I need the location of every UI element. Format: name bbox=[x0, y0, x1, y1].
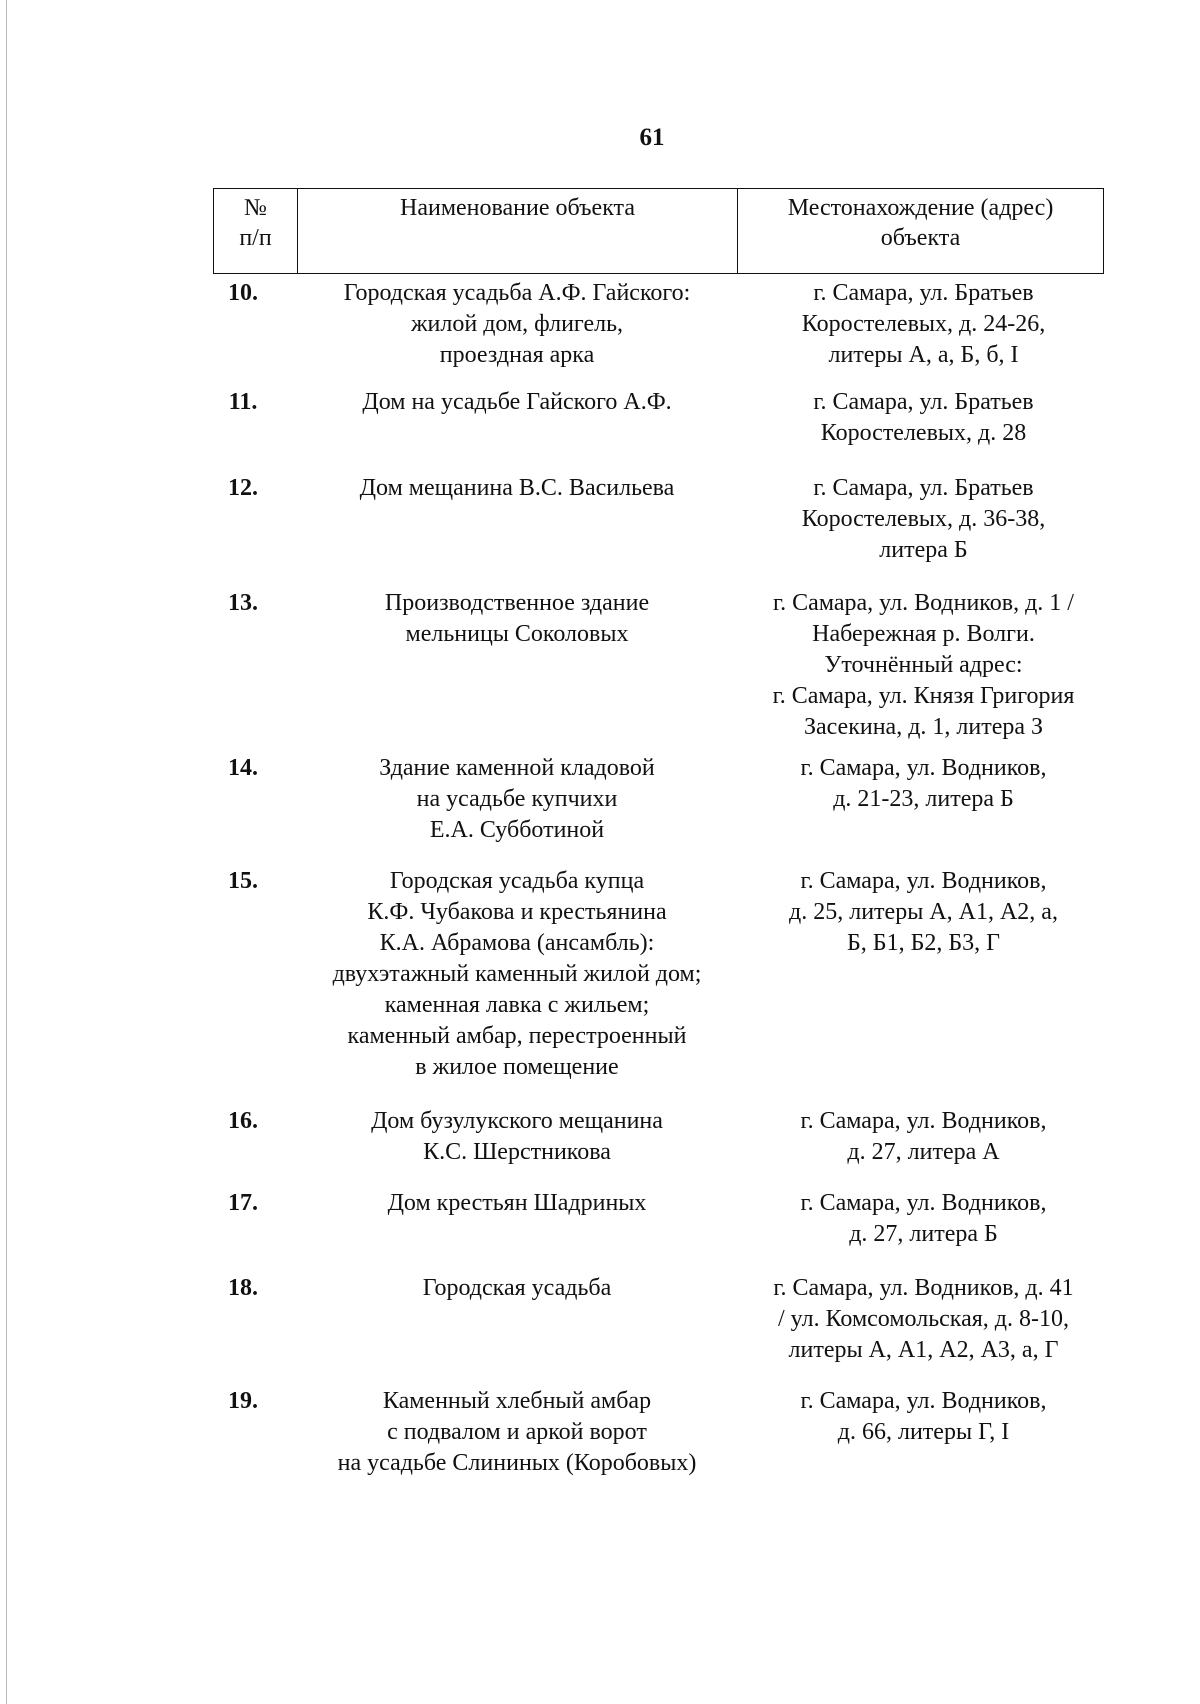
table-row bbox=[213, 866, 1104, 1106]
object-name: Здание каменной кладовой на усадьбе купчихи Е.А. Субботиной bbox=[379, 755, 655, 843]
row-number: 17. bbox=[228, 1190, 258, 1216]
header-number: № п/п bbox=[214, 189, 298, 273]
row-number: 10. bbox=[228, 280, 258, 306]
object-address: г. Самара, ул. Братьев Коростелевых, д. 28 bbox=[813, 389, 1034, 446]
row-number: 16. bbox=[228, 1108, 258, 1134]
row-number: 13. bbox=[228, 590, 258, 616]
table-row bbox=[213, 473, 1104, 588]
row-number: 14. bbox=[228, 755, 258, 781]
object-name: Дом бузулукского мещанина К.С. Шерстникова bbox=[371, 1108, 663, 1165]
object-address: г. Самара, ул. Братьев Коростелевых, д. 24-26, литеры А, а, Б, б, I bbox=[801, 280, 1046, 368]
object-address: г. Самара, ул. Водников, д. 21-23, литера Б bbox=[800, 755, 1047, 812]
table-row bbox=[213, 1273, 1104, 1386]
row-number: 19. bbox=[228, 1388, 258, 1414]
object-address: г. Самара, ул. Водников, д. 27, литера Б bbox=[800, 1190, 1047, 1247]
row-number: 11. bbox=[228, 389, 258, 415]
object-name: Дом на усадьбе Гайского А.Ф. bbox=[362, 389, 672, 415]
page-number: 61 bbox=[639, 124, 665, 151]
object-address: г. Самара, ул. Водников, д. 25, литеры А, А1, А2, а, Б, Б1, Б2, Б3, Г bbox=[789, 868, 1058, 956]
table-header bbox=[213, 188, 1104, 274]
object-address: г. Самара, ул. Водников, д. 27, литера А bbox=[800, 1108, 1047, 1165]
object-name: Производственное здание мельницы Соколовых bbox=[384, 590, 650, 647]
table-row bbox=[213, 278, 1104, 387]
row-number: 12. bbox=[228, 475, 258, 501]
table-body bbox=[213, 278, 1104, 1486]
object-address: г. Самара, ул. Водников, д. 1 / Набережная р. Волги. Уточнённый адрес: г. Самара, ул. Князя Григория Засекина, д. 1, литера З bbox=[772, 590, 1075, 740]
table-row bbox=[213, 588, 1104, 753]
header-object-address: Местонахождение (адрес) объекта bbox=[787, 195, 1054, 251]
table-row bbox=[213, 1188, 1104, 1273]
header-object-name: Наименование объекта bbox=[298, 189, 738, 273]
object-name: Дом мещанина В.С. Васильева bbox=[359, 475, 675, 501]
object-name: Дом крестьян Шадриных bbox=[387, 1190, 647, 1216]
scan-edge-line bbox=[6, 0, 7, 1704]
object-address: г. Самара, ул. Водников, д. 66, литеры Г, I bbox=[800, 1388, 1047, 1445]
object-name: Каменный хлебный амбар с подвалом и аркой ворот на усадьбе Слининых (Коробовых) bbox=[337, 1388, 697, 1476]
object-address: г. Самара, ул. Братьев Коростелевых, д. 36-38, литера Б bbox=[801, 475, 1046, 563]
object-address: г. Самара, ул. Водников, д. 41 / ул. Комсомольская, д. 8-10, литеры А, А1, А2, А3, а, Г bbox=[773, 1275, 1074, 1363]
object-name: Городская усадьба bbox=[422, 1275, 612, 1301]
row-number: 15. bbox=[228, 868, 258, 894]
table-row bbox=[213, 1106, 1104, 1188]
table-row bbox=[213, 1386, 1104, 1486]
row-number: 18. bbox=[228, 1275, 258, 1301]
table-row bbox=[213, 387, 1104, 473]
object-name: Городская усадьба купца К.Ф. Чубакова и крестьянина К.А. Абрамова (ансамбль): двухэтажный каменный жилой дом; каменная лавка с жильем; каменный амбар, перестроенный в жилое помещение bbox=[332, 868, 702, 1080]
table-row bbox=[213, 753, 1104, 866]
object-name: Городская усадьба А.Ф. Гайского: жилой дом, флигель, проездная арка bbox=[343, 280, 691, 368]
